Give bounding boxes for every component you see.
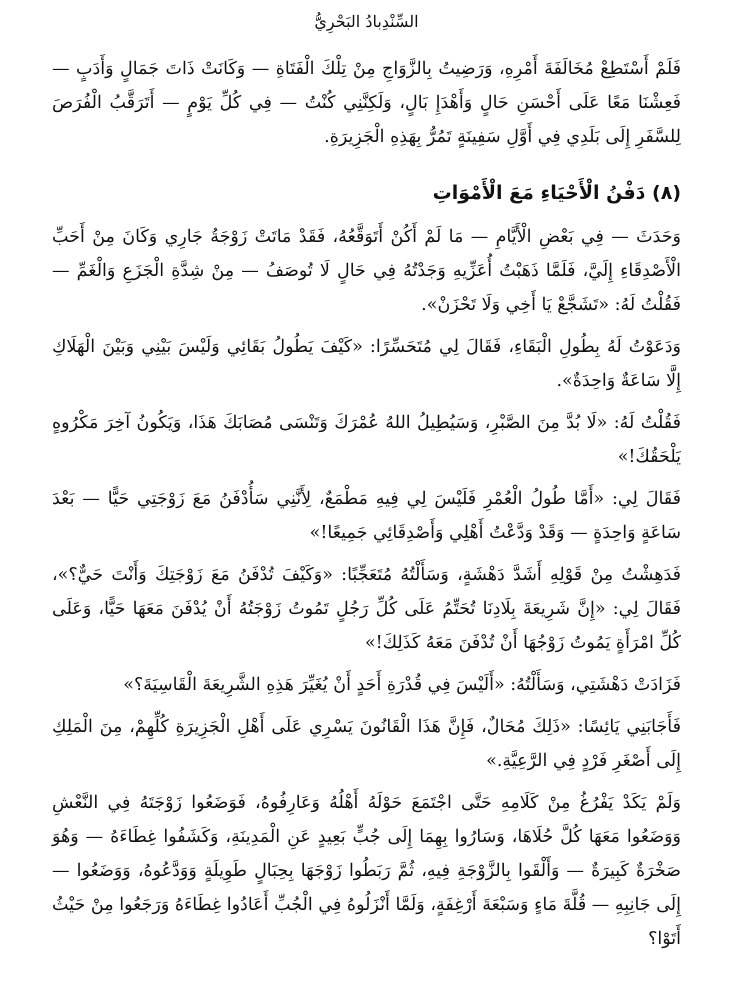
paragraph: وَحَدَثَ — فِي بَعْضِ الْأَيَّامِ — مَا لَمْ أَكُنْ أَتَوَقَّعُهُ، فَقَدْ مَاتَتْ زَوْجَةُ جَارِي وَكَانَ مِنْ أَحَبِّ الْأَصْدِقَاءِ إِلَيَّ، فَلَمَّا ذَهَبْتُ أُعَزِّيهِ وَجَدْتُهُ فِي حَالٍ لَا تُوصَفُ — مِنْ شِدَّةِ الْجَزَعِ وَالْغَمِّ — فَقُلْتُ لَهُ: «تَشَجَّعْ يَا أَخِي وَلَا تَحْزَنْ». <box>52 227 681 315</box>
paragraph: فَأَجَابَنِي يَائِسًا: «ذَلِكَ مُحَالٌ، فَإِنَّ هَذَا الْقَانُونَ يَسْرِي عَلَى أَهْلِ الْجَزِيرَةِ كُلِّهِمْ، مِنَ الْمَلِكِ إِلَى أَصْغَرِ فَرْدٍ فِي الرَّعِيَّةِ.» <box>52 717 681 771</box>
paragraph: فَدَهِشْتُ مِنْ قَوْلِهِ أَشَدَّ دَهْشَةٍ، وَسَأَلْتُهُ مُتَعَجِّبًا: «وَكَيْفَ تُدْفَنُ مَعَ زَوْجَتِكَ وَأَنْتَ حَيٌّ؟»، فَقَالَ لِي: «إِنَّ شَرِيعَةَ بِلَادِنَا تُحَتِّمُ عَلَى كُلِّ رَجُلٍ تَمُوتُ زَوْجَتُهُ أَنْ يُدْفَنَ مَعَهَا حَيًّا، وَعَلَى كُلِّ امْرَأَةٍ يَمُوتُ زَوْجُهَا أَنْ تُدْفَنَ مَعَهُ كَذَلِكَ!» <box>52 565 681 653</box>
paragraph: وَلَمْ يَكَدْ يَفْرُغُ مِنْ كَلَامِهِ حَتَّى اجْتَمَعَ حَوْلَهُ أَهْلُهُ وَعَارِفُوهُ، فَوَضَعُوا زَوْجَتَهُ فِي النَّعْشِ وَوَضَعُوا مَعَهَا كُلَّ حُلَاهَا، وَسَارُوا بِهِمَا إِلَى جُبٍّ بَعِيدٍ عَنِ الْمَدِينَةِ، وَكَشَفُوا غِطَاءَهُ — وَهُوَ صَخْرَةٌ كَبِيرَةٌ — وَأَلْقَوا بِالزَّوْجَةِ فِيهِ، ثُمَّ رَبَطُوا زَوْجَهَا بِحِبَالٍ طَوِيلَةٍ وَوَدَّعُوهُ، وَوَضَعُوا — إِلَى جَانِبِهِ — قُلَّةَ مَاءٍ وَسَبْعَةَ أَرْغِفَةٍ، وَلَمَّا أَنْزَلُوهُ فِي الْجُبِّ أَعَادُوا غِطَاءَهُ وَرَجَعُوا مِنْ حَيْثُ أَتَوْا؟ <box>52 793 681 949</box>
chapter-title: (٨) دَفْنُ الْأَحْيَاءِ مَعَ الْأَمْوَاتِ <box>432 182 681 204</box>
paragraph: وَدَعَوْتُ لَهُ بِطُولِ الْبَقَاءِ، فَقَالَ لِي مُتَحَسِّرًا: «كَيْفَ يَطُولُ بَقَائِي وَلَيْسَ بَيْنِي وَبَيْنَ الْهَلَاكِ إِلَّا سَاعَةٌ وَاحِدَةٌ». <box>52 337 681 391</box>
intro-paragraph: فَلَمْ أَسْتَطِعْ مُخَالَفَةَ أَمْرِهِ، وَرَضِيتُ بِالزَّوَاجِ مِنْ تِلْكَ الْفَتَاةِ — وَكَانَتْ ذَاتَ جَمَالٍ وَأَدَبٍ — فَعِشْنَا مَعًا عَلَى أَحْسَنِ حَالٍ وَأَهْدَإِ بَالٍ، وَلَكِنَّنِي كُنْتُ — فِي كُلِّ يَوْمٍ — أَتَرَقَّبُ الْفُرَصَ لِلسَّفَرِ إِلَى بَلَدِي فِي أَوَّلِ سَفِينَةٍ تَمُرُّ بِهَذِهِ الْجَزِيرَةِ. <box>52 59 681 147</box>
paragraph: فَقَالَ لِي: «أَمَّا طُولُ الْعُمْرِ فَلَيْسَ لِي فِيهِ مَطْمَعٌ، لِأَنَّنِي سَأُدْفَنُ مَعَ زَوْجَتِي حَيًّا — بَعْدَ سَاعَةٍ وَاحِدَةٍ — وَقَدْ وَدَّعْتُ أَهْلِي وَأَصْدِقَائِي جَمِيعًا!» <box>52 489 681 543</box>
paragraph: فَزَادَتْ دَهْشَتِي، وَسَأَلْتُهُ: «أَلَيْسَ فِي قُدْرَةِ أَحَدٍ أَنْ يُغَيِّرَ هَذِهِ الشَّرِيعَةَ الْقَاسِيَةَ؟» <box>123 675 681 695</box>
running-header: السِّنْدِبادُ البَحْرِيُّ <box>314 12 419 31</box>
page-body <box>52 52 681 964</box>
paragraph: فَقُلْتُ لَهُ: «لَا بُدَّ مِنَ الصَّبْرِ، وَسَيُطِيلُ اللهُ عُمْرَكَ وَتَنْسَى مُصَابَكَ هَذَا، وَيَكُونُ آخِرَ مَكْرُوهٍ يَلْحَقُكَ!» <box>52 413 681 467</box>
